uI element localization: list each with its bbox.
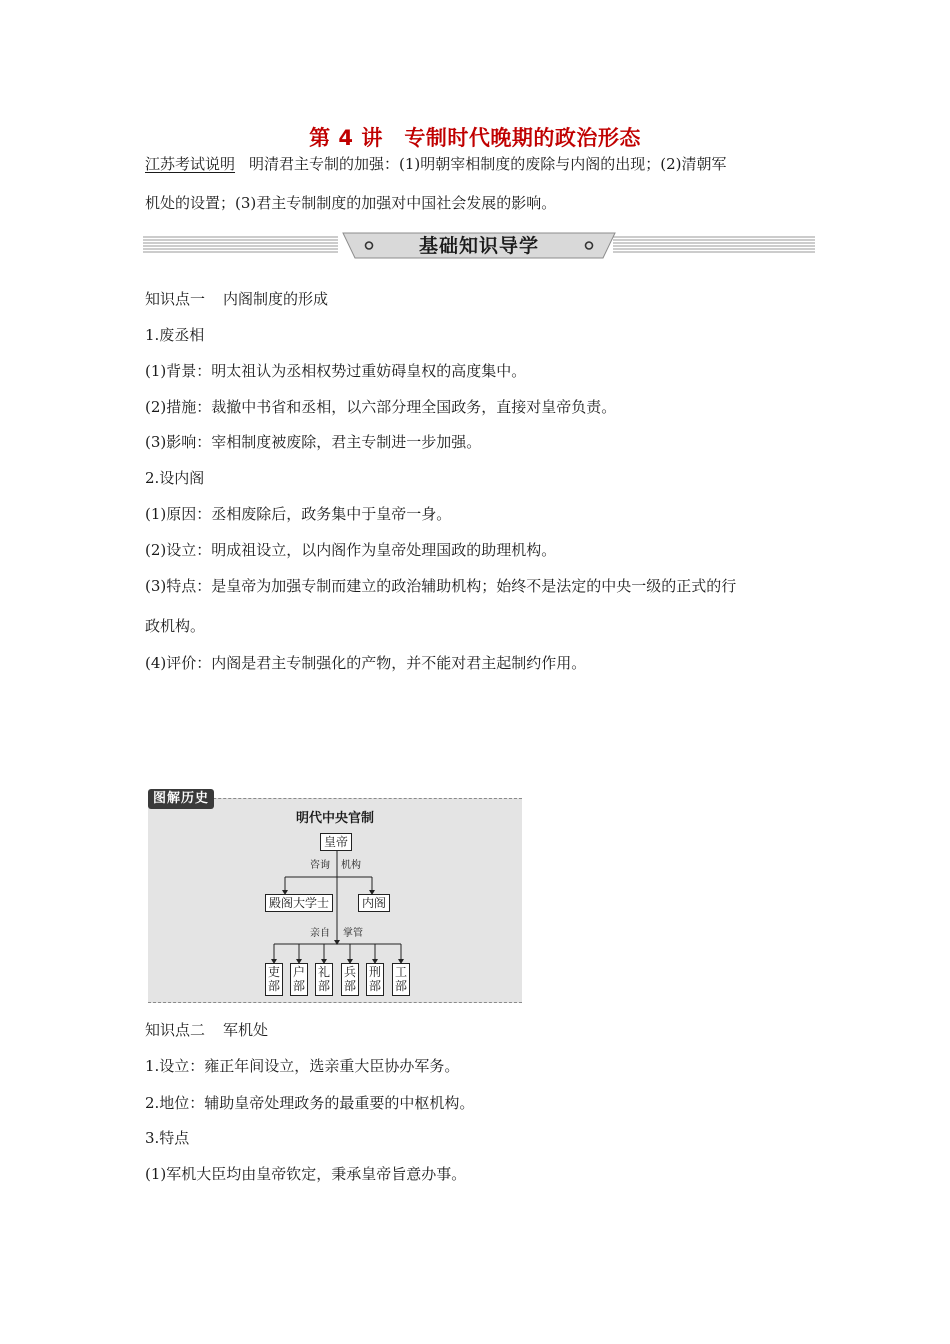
org-chart-figure bbox=[148, 789, 522, 1003]
section-1-number: 知识点一 bbox=[145, 290, 206, 308]
paragraph: 1.设立：雍正年间设立，选亲重大臣协办军务。 bbox=[145, 1057, 460, 1075]
section-2-number: 知识点二 bbox=[145, 1021, 206, 1039]
section-1-title: 内阁制度的形成 bbox=[223, 290, 329, 308]
paragraph: (2)措施：裁撤中书省和丞相，以六部分理全国政务，直接对皇帝负责。 bbox=[145, 398, 617, 416]
paragraph: (2)设立：明成祖设立，以内阁作为皇帝处理国政的助理机构。 bbox=[145, 541, 557, 559]
paragraph: (3)影响：宰相制度被废除，君主专制进一步加强。 bbox=[145, 433, 482, 451]
grand-secretary-box: 殿阁大学士 bbox=[265, 894, 333, 912]
figure-title: 明代中央官制 bbox=[295, 811, 374, 826]
emperor-box: 皇帝 bbox=[320, 833, 352, 851]
ministry-box: 礼部 bbox=[315, 963, 333, 996]
section-banner bbox=[143, 232, 815, 259]
exam-description-label: 江苏考试说明 bbox=[145, 155, 236, 173]
personally-label: 亲自 bbox=[310, 928, 330, 939]
org-chart-connectors bbox=[148, 789, 522, 1003]
paragraph: (4)评价：内阁是君主专制强化的产物，并不能对君主起制约作用。 bbox=[145, 654, 587, 672]
section-1-heading bbox=[145, 289, 809, 309]
paragraph: (3)特点：是皇帝为加强专制而建立的政治辅助机构；始终不是法定的中央一级的正式的行 bbox=[145, 577, 737, 595]
paragraph: 3.特点 bbox=[145, 1129, 190, 1147]
ministry-box: 工部 bbox=[392, 963, 410, 996]
section-2-title: 军机处 bbox=[223, 1021, 269, 1039]
exam-description-line-2: 机处的设置；(3)君主专制制度的加强对中国社会发展的影响。 bbox=[145, 194, 557, 212]
paragraph: 政机构。 bbox=[145, 617, 206, 635]
paragraph: 2.地位：辅助皇帝处理政务的最重要的中枢机构。 bbox=[145, 1094, 475, 1112]
cabinet-box: 内阁 bbox=[358, 894, 390, 912]
paragraph: (1)军机大臣均由皇帝钦定，秉承皇帝旨意办事。 bbox=[145, 1165, 467, 1183]
paragraph: (1)原因：丞相废除后，政务集中于皇帝一身。 bbox=[145, 505, 452, 523]
paragraph: 2.设内阁 bbox=[145, 469, 205, 487]
ministry-box: 刑部 bbox=[366, 963, 384, 996]
exam-description-text-1: 明清君主专制的加强：(1)明朝宰相制度的废除与内阁的出现；(2)清朝军 bbox=[249, 155, 727, 173]
manage-label: 掌管 bbox=[343, 928, 363, 939]
page-title: 第 4 讲 专制时代晚期的政治形态 bbox=[309, 126, 641, 150]
paragraph: 1.废丞相 bbox=[145, 326, 205, 344]
section-2-heading bbox=[145, 1020, 809, 1040]
exam-description-line-1 bbox=[145, 154, 809, 174]
figure-tag: 图解历史 bbox=[148, 789, 214, 809]
banner-text: 基础知识导学 bbox=[418, 235, 539, 257]
consult-label: 咨询 bbox=[310, 860, 330, 871]
ministry-box: 户部 bbox=[290, 963, 308, 996]
ministry-box: 兵部 bbox=[341, 963, 359, 996]
paragraph: (1)背景：明太祖认为丞相权势过重妨碍皇权的高度集中。 bbox=[145, 362, 527, 380]
organ-label: 机构 bbox=[341, 860, 361, 871]
ministry-box: 吏部 bbox=[265, 963, 283, 996]
